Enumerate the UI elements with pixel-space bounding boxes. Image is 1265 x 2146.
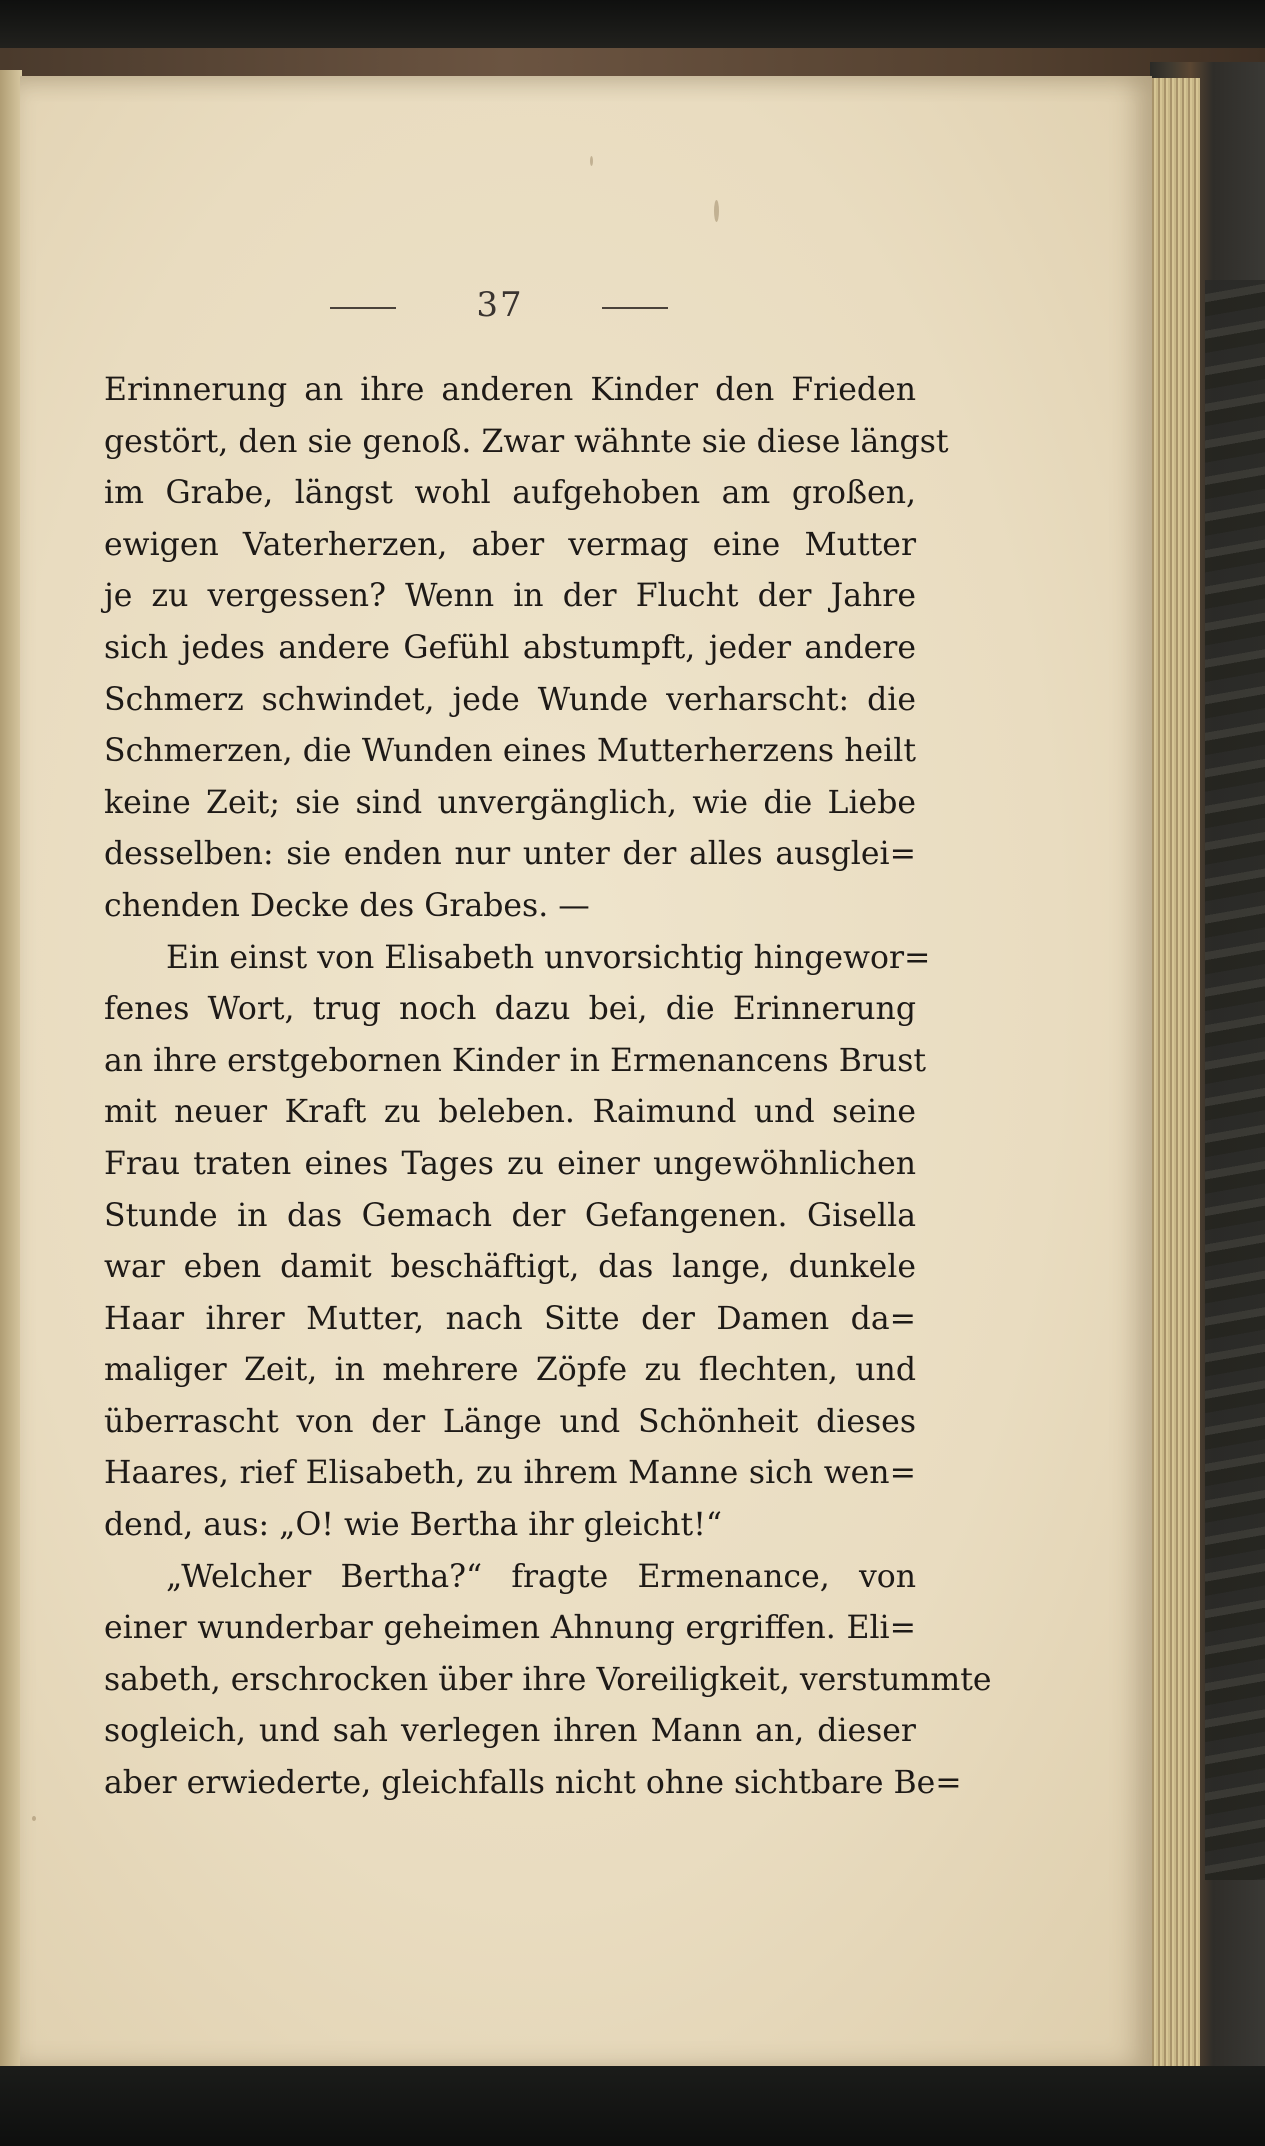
text-line: Frau traten eines Tages zu einer ungewöhnlichen bbox=[104, 1145, 916, 1182]
header-dash-left bbox=[330, 307, 396, 309]
marbled-cover-texture bbox=[1205, 280, 1265, 1880]
text-line: dend, aus: „O! wie Bertha ihr gleicht!“ bbox=[104, 1507, 722, 1544]
scan-background-bottom bbox=[0, 2066, 1265, 2146]
text-line: maliger Zeit, in mehrere Zöpfe zu flechten, und bbox=[104, 1352, 916, 1389]
page-stack-edge bbox=[1150, 78, 1200, 2068]
text-line: überrascht von der Länge und Schönheit dieses bbox=[104, 1403, 916, 1440]
body-text bbox=[104, 365, 992, 1810]
text-line: keine Zeit; sie sind unvergänglich, wie die Liebe bbox=[104, 784, 916, 821]
text-line: Schmerz schwindet, jede Wunde verharscht: die bbox=[104, 681, 916, 718]
text-line: Ein einst von Elisabeth unvorsichtig hingewor= bbox=[166, 939, 931, 976]
text-line: sogleich, und sah verlegen ihren Mann an, dieser bbox=[104, 1713, 916, 1750]
paper-spot bbox=[590, 156, 593, 166]
paper-spot bbox=[32, 1816, 36, 1821]
text-line: fenes Wort, trug noch dazu bei, die Erinnerung bbox=[104, 991, 916, 1028]
text-line: Schmerzen, die Wunden eines Mutterherzens heilt bbox=[104, 733, 916, 770]
text-line: ewigen Vaterherzen, aber vermag eine Mutter bbox=[104, 526, 916, 563]
text-line: sabeth, erschrocken über ihre Voreiligkeit, verstummte bbox=[104, 1661, 992, 1698]
text-line: Stunde in das Gemach der Gefangenen. Gisella bbox=[104, 1197, 916, 1234]
text-line: desselben: sie enden nur unter der alles ausglei= bbox=[104, 836, 916, 873]
text-line: im Grabe, längst wohl aufgehoben am großen, bbox=[104, 475, 916, 512]
text-line: Haar ihrer Mutter, nach Sitte der Damen da= bbox=[104, 1300, 916, 1337]
book-cover-top-edge bbox=[0, 48, 1265, 78]
text-line: aber erwiederte, gleichfalls nicht ohne sichtbare Be= bbox=[104, 1765, 962, 1802]
header-dash-right bbox=[602, 307, 668, 309]
page-left-edge bbox=[0, 70, 22, 2080]
text-line: sich jedes andere Gefühl abstumpft, jeder andere bbox=[104, 629, 916, 666]
text-line: je zu vergessen? Wenn in der Flucht der Jahre bbox=[104, 578, 916, 615]
page-header bbox=[330, 285, 675, 335]
text-line: Haares, rief Elisabeth, zu ihrem Manne sich wen= bbox=[104, 1455, 916, 1492]
text-line: mit neuer Kraft zu beleben. Raimund und seine bbox=[104, 1094, 916, 1131]
text-line: Erinnerung an ihre anderen Kinder den Frieden bbox=[104, 372, 916, 408]
text-line: war eben damit beschäftigt, das lange, dunkele bbox=[104, 1249, 916, 1286]
page-number: 37 bbox=[476, 285, 524, 325]
text-line: chenden Decke des Grabes. — bbox=[104, 887, 590, 924]
text-line: an ihre erstgebornen Kinder in Ermenancens Brust bbox=[104, 1042, 927, 1079]
paper-spot bbox=[714, 200, 719, 222]
text-line: „Welcher Bertha?“ fragte Ermenance, von bbox=[166, 1558, 916, 1595]
text-line: einer wunderbar geheimen Ahnung ergriffen. Eli= bbox=[104, 1610, 916, 1647]
text-line: gestört, den sie genoß. Zwar wähnte sie diese längst bbox=[104, 423, 949, 460]
